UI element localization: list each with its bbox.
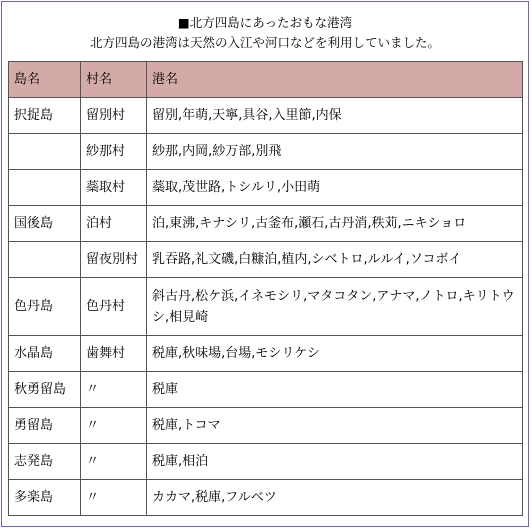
ports-cell: 泊,東沸,キナシリ,古釜布,瀬石,古丹消,秩苅,ニキショロ (147, 206, 523, 242)
ports-cell: カカマ,税庫,フルベツ (147, 480, 523, 516)
ports-cell: 紗那,内岡,紗万部,別飛 (147, 134, 523, 170)
village-cell: 留夜別村 (81, 242, 147, 278)
table-row (9, 278, 523, 336)
header-village: 村名 (81, 62, 147, 98)
island-cell: 秋勇留島 (9, 372, 81, 408)
village-cell: 留別村 (81, 98, 147, 134)
island-cell: 多楽島 (9, 480, 81, 516)
table-row (9, 242, 523, 278)
island-cell: 色丹島 (9, 278, 81, 336)
table-row (9, 134, 523, 170)
island-cell: 勇留島 (9, 408, 81, 444)
table-row (9, 170, 523, 206)
village-cell: 〃 (81, 408, 147, 444)
village-cell: 色丹村 (81, 278, 147, 336)
island-cell (9, 170, 81, 206)
ports-cell: 税庫,トコマ (147, 408, 523, 444)
caption-subtitle: 北方四島の港湾は天然の入江や河口などを利用していました。 (89, 35, 440, 50)
ports-cell: 税庫 (147, 372, 523, 408)
island-cell: 水晶島 (9, 336, 81, 372)
village-cell: 〃 (81, 372, 147, 408)
island-cell (9, 242, 81, 278)
ports-cell: 税庫,相泊 (147, 444, 523, 480)
ports-cell: 乳吞路,礼文磯,白糠泊,植内,シベトロ,ルルイ,ソコボイ (147, 242, 523, 278)
village-cell: 〃 (81, 480, 147, 516)
island-cell: 択捉島 (9, 98, 81, 134)
village-cell: 泊村 (81, 206, 147, 242)
ports-cell: 留別,年萌,天寧,具谷,入里節,内保 (147, 98, 523, 134)
village-cell: 歯舞村 (81, 336, 147, 372)
village-cell: 蘂取村 (81, 170, 147, 206)
table-row (9, 336, 523, 372)
village-cell: 〃 (81, 444, 147, 480)
table-row (9, 480, 523, 516)
table-row (9, 444, 523, 480)
header-ports: 港名 (147, 62, 523, 98)
table-row (9, 372, 523, 408)
island-cell (9, 134, 81, 170)
caption (2, 2, 528, 51)
island-cell: 志発島 (9, 444, 81, 480)
ports-cell: 斜古丹,松ケ浜,イネモシリ,マタコタン,アナマ,ノトロ,キリトウシ,相見崎 (147, 278, 523, 336)
table-row (9, 408, 523, 444)
table-row (9, 98, 523, 134)
header-island: 島名 (9, 62, 81, 98)
village-cell: 紗那村 (81, 134, 147, 170)
table-header-row (9, 62, 523, 98)
ports-table (8, 61, 523, 516)
ports-cell: 蘂取,茂世路,トシルリ,小田萌 (147, 170, 523, 206)
table-row (9, 206, 523, 242)
ports-cell: 税庫,秋味場,台場,モシリケシ (147, 336, 523, 372)
island-cell: 国後島 (9, 206, 81, 242)
caption-title: ■北方四島にあったおもな港湾 (177, 15, 353, 30)
